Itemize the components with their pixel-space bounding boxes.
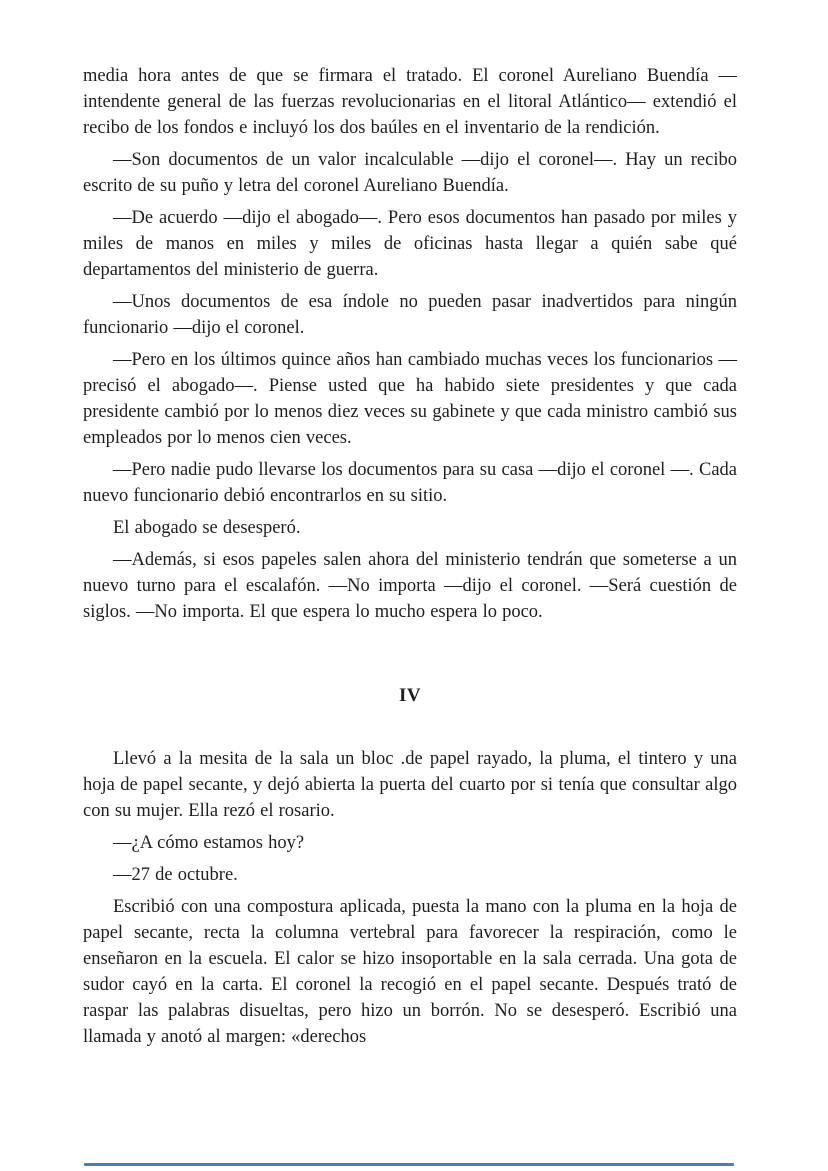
paragraph: —Son documentos de un valor incalculable —dijo el coronel—. Hay un recibo escrito de su puño y letra del coronel Aureliano Buendía. — [83, 150, 737, 196]
paragraph: —Además, si esos papeles salen ahora del ministerio tendrán que someterse a un nuevo turno para el escalafón. —No importa —dijo el coronel. —Será cuestión de siglos. —No importa. El que espera lo mucho espera lo poco. — [83, 550, 737, 622]
paragraph: Llevó a la mesita de la sala un bloc .de papel rayado, la pluma, el tintero y una hoja de papel secante, y dejó abierta la puerta del cuarto por si tenía que consultar algo con su mujer. Ella rezó el rosario. — [83, 749, 737, 821]
chapter-heading: IV — [398, 685, 422, 706]
paragraph: —27 de octubre. — [113, 865, 238, 885]
paragraph: —Unos documentos de esa índole no pueden pasar inadvertidos para ningún funcionario —dijo el coronel. — [83, 292, 737, 338]
paragraph: —De acuerdo —dijo el abogado—. Pero esos documentos han pasado por miles y miles de manos en miles y miles de oficinas hasta llegar a quién sabe qué departamentos del ministerio de guerra. — [83, 208, 737, 280]
paragraph: —¿A cómo estamos hoy? — [113, 833, 305, 853]
paragraph: Escribió con una compostura aplicada, puesta la mano con la pluma en la hoja de papel secante, recta la columna vertebral para favorecer la respiración, como le enseñaron en la escuela. El calor se hizo insoportable en la sala cerrada. Una gota de sudor cayó en la carta. El coronel la recogió en el papel secante. Después trató de raspar las palabras disueltas, pero hizo un borrón. No se desesperó. Escribió una llamada y anotó al margen: «derechos — [83, 897, 737, 1047]
paragraph: —Pero nadie pudo llevarse los documentos para su casa —dijo el coronel —. Cada nuevo funcionario debió encontrarlos en su sitio. — [83, 460, 737, 506]
page-progress-bar — [84, 1163, 734, 1166]
paragraph: El abogado se desesperó. — [113, 518, 301, 538]
paragraph: —Pero en los últimos quince años han cambiado muchas veces los funcionarios —precisó el abogado—. Piense usted que ha habido siete presidentes y que cada presidente cambió por lo menos diez veces su gabinete y que cada ministro cambió sus empleados por lo menos cien veces. — [83, 350, 737, 448]
paragraph: media hora antes de que se firmara el tratado. El coronel Aureliano Buendía —intendente general de las fuerzas revolucionarias en el litoral Atlántico— extendió el recibo de los fondos e incluyó los dos baúles en el inventario de la rendición. — [83, 66, 737, 138]
text-column — [83, 63, 737, 1056]
